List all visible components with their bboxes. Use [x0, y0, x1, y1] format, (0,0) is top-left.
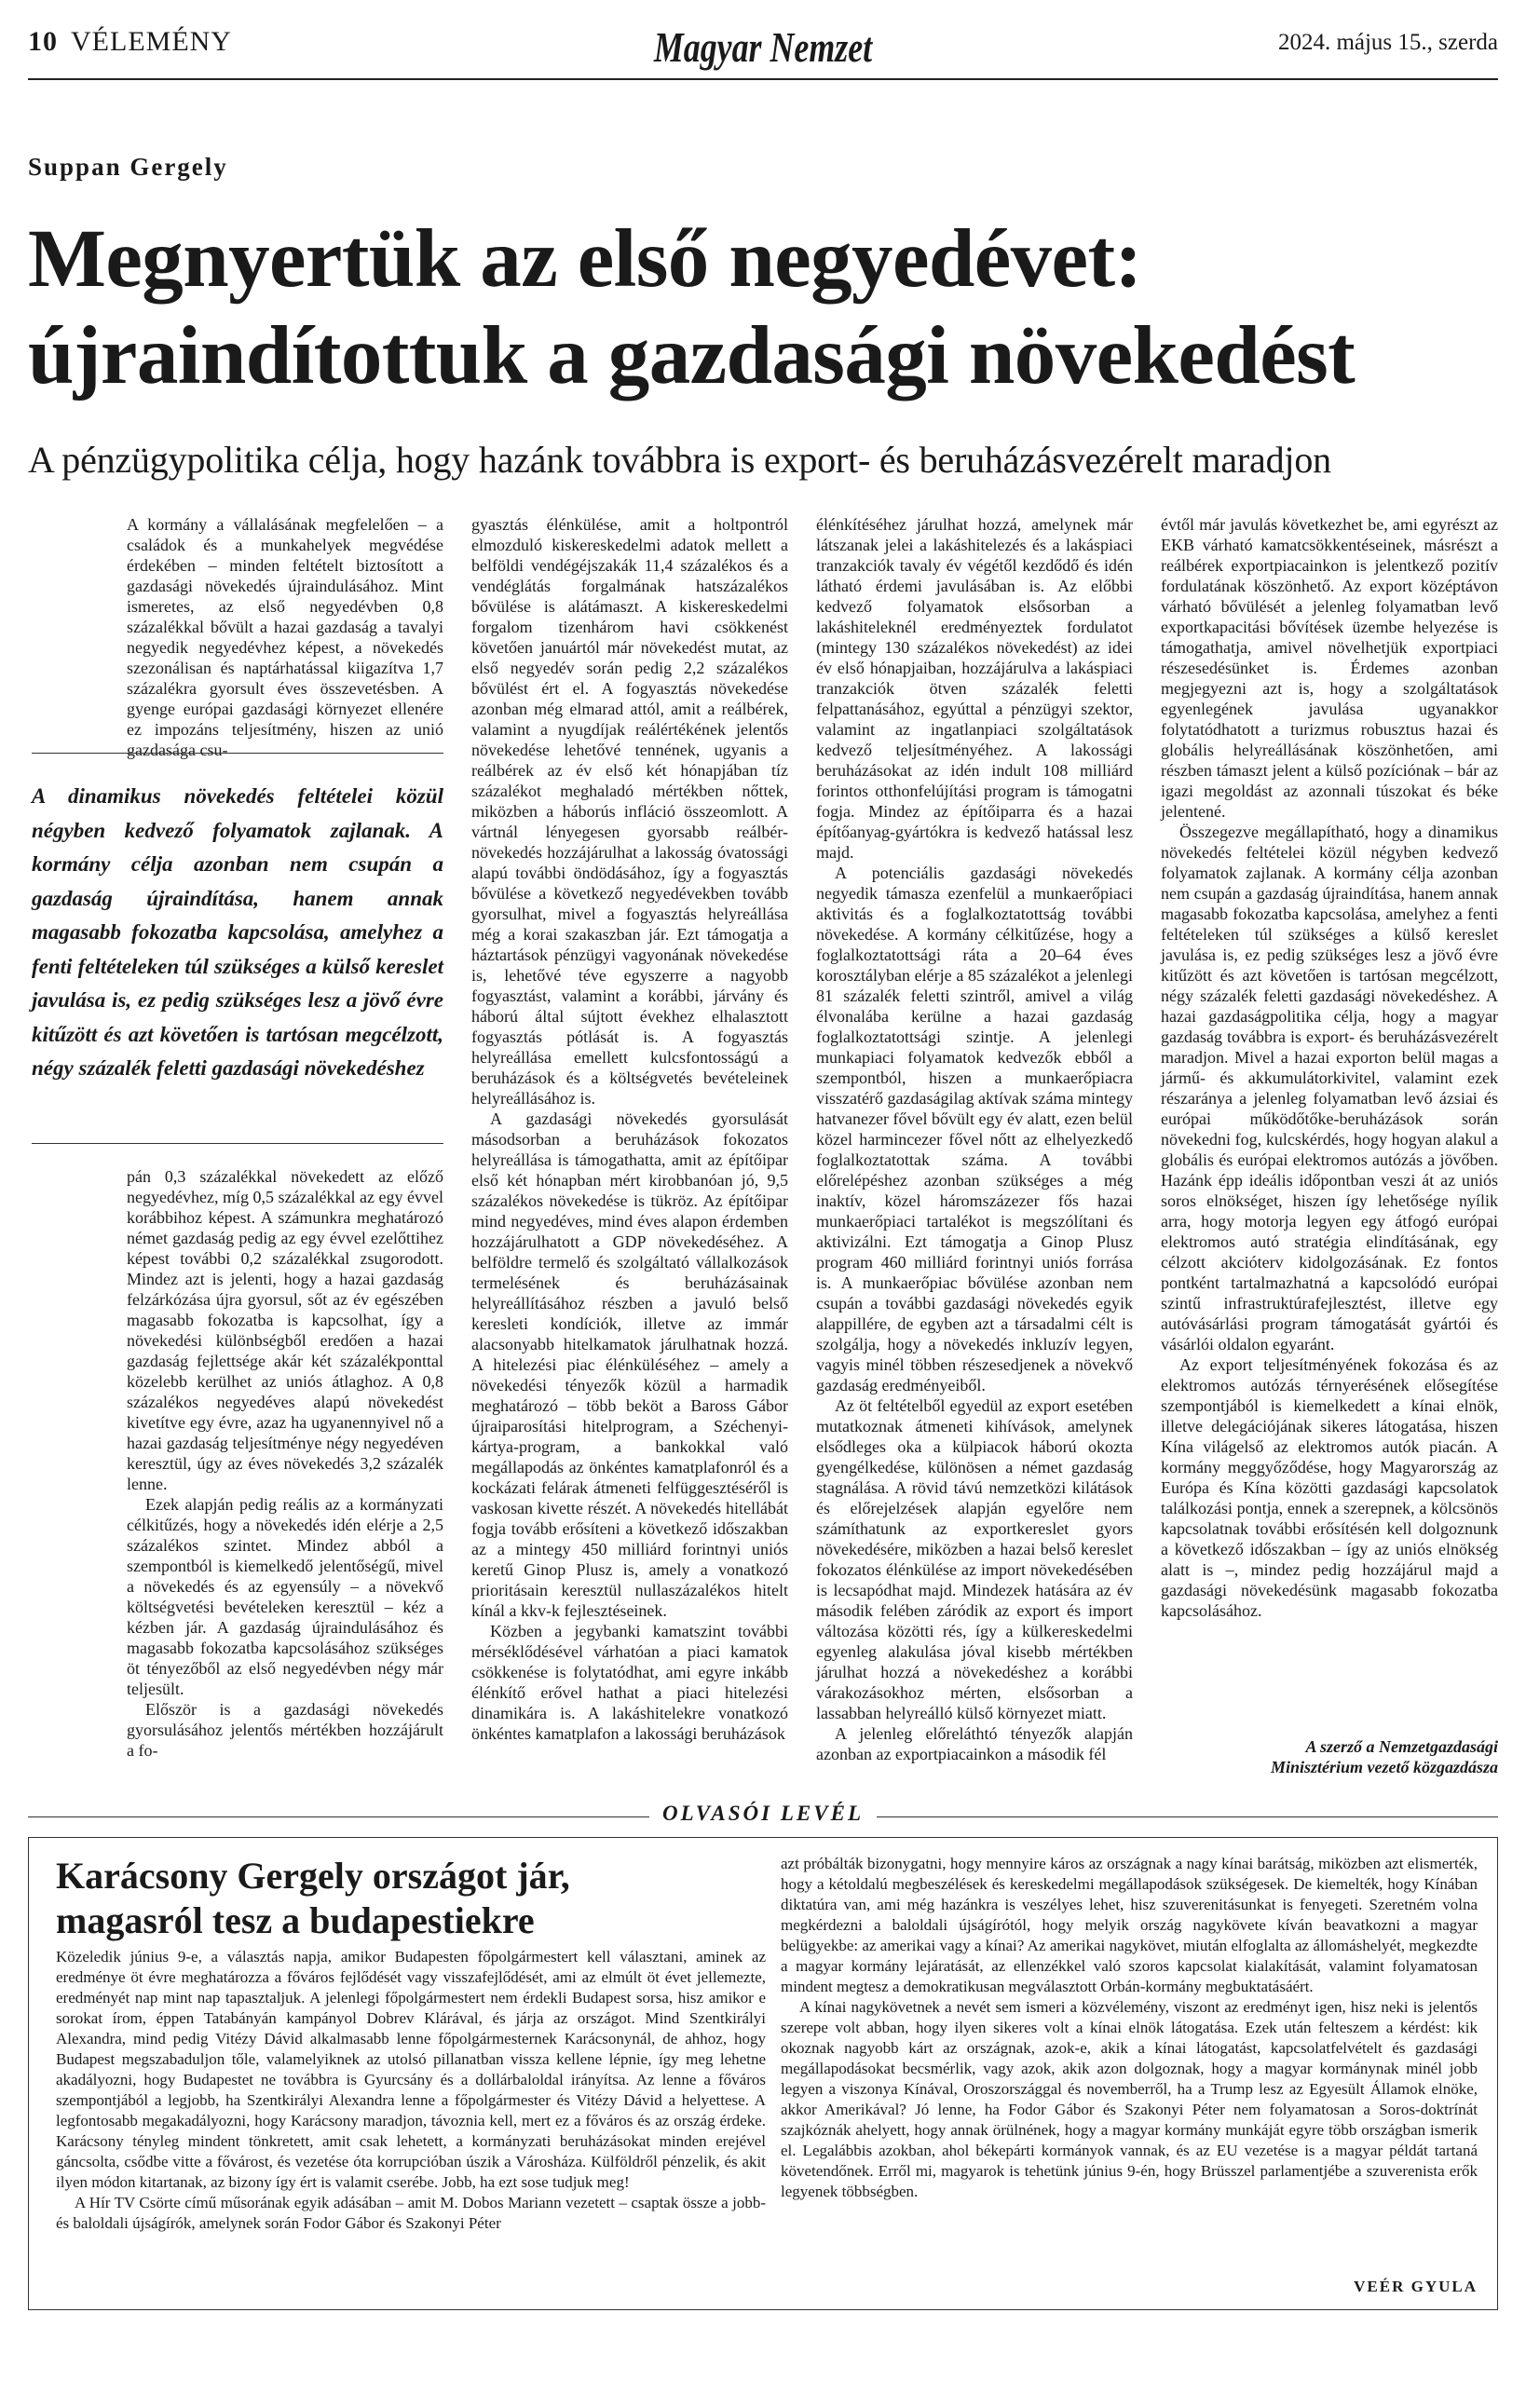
readers-letter-label-wrap — [0, 1802, 1526, 1826]
article-subheadline: A pénzügypolitika célja, hogy hazánk továbbra is export- és beruházásvezérelt maradjon — [28, 439, 1331, 481]
paragraph: gyasztás élénkülése, amit a holtpontról elmozduló kiskereskedelmi adatok mellett a belföldi vendégéjszakák 11,4 százalékos és a vendéglátás forgalmának hatszázalékos bővülése is alátámaszt. A kiskereskedelmi forgalom tizenhárom havi csökkenést követően januártól már növekedést mutat, az első negyedév során pedig 2,2 százalékos bővülést ért el. A fogyasztás növekedése azonban még elmarad attól, amit a reálbérek, valamint a nyugdíjak reálértékének jelentős növekedése lehetővé tennének, ugyanis a reálbérek az év első két hónapjában tíz százalékot meghaladó mértékben nőttek, miközben a háborús infláció összeomlott. A vártnál lényegesen gyorsabb reálbér-növekedés hozzájárulhat a lakosság óvatossági alapú további öndödásához, így a fogyasztás bővülése a következő negyedévekben tovább gyorsulhat, mivel a fogyasztás helyreállása még a korai szakaszban jár. Ezt támogatja a háztartások pénzügyi vagyonának növekedése is, lehetővé téve egyszerre a nagyobb fogyasztást, valamint a korábbi, járvány és háború által sújtott évekhez elhalasztott fogyasztás pótlását is. A fogyasztás helyreállása emellett kulcsfontosságú a beruházások és a költségvetés bevételeinek helyreállásához is. — [471, 515, 788, 1108]
article-column-1-bottom — [127, 1166, 443, 1779]
paragraph: A jelenleg előreláthtó tényezők alapján azonban az exportpiacainkon a második fél — [816, 1724, 1133, 1763]
paragraph: Először is a gazdasági növekedés gyorsulásához jelentős mértékben hozzájárult a fo- — [127, 1700, 443, 1760]
readers-letter-column-1 — [56, 1947, 766, 2292]
letter-title-line-1: Karácsony Gergely országot jár, — [56, 1855, 570, 1897]
article-column-2 — [471, 514, 788, 1779]
paragraph: A kormány a vállalásának megfelelően – a családok és a munkahelyek megvédése érdekében – minden feltételt biztosított a gazdasági növekedés újraindulásához. Mint ismeretes, az első negyedévben 0,8 százalékkal bővült a hazai gazdaság a tavalyi negyedik negyedévhez képest, a növekedés szezonálisan és naptárhatással kiigazítva 1,7 százalékra gyorsult éves összevetésben. A gyenge európai gazdasági környezet ellenére ez impozáns teljesítmény, hiszen az unió gazdasága csu- — [127, 515, 443, 759]
article-column-1-top — [127, 514, 443, 759]
paragraph: évtől már javulás következhet be, ami egyrészt az EKB várható kamatcsökkentéseinek, másrészt a reálbérek exportpiacainkon is jelentkező pozitív fordulatának köszönhető. Az export középtávon várható bővülését a jelenleg folyamatban levő exportkapacitási bővítések üzembe helyezése is támogathatja, amivel növelhetjük exportpiaci részesedésünket is. Érdemes azonban megjegyezni azt is, hogy a szolgáltatások egyenlegének javulása ugyanakkor folytatódhatott a turizmus robusztus hazai és globális helyreállásának köszönhetően, ami részben támaszt jelent a külső pozíciónak – bár az igazi megoldást az azonnali túszokat és béke jelentené. — [1161, 515, 1498, 821]
paragraph: A potenciális gazdasági növekedés negyedik támasza ezenfelül a munkaerőpiaci aktivitás és a foglalkoztatottság további növekedése. A kormány célkitűzése, hogy a foglalkoztatottsági ráta a 20–64 éves korosztályban elérje a 85 százalékot a jelenlegi 81 százalék feletti szintről, amivel a világ élvonalába kerülne a hazai gazdaság foglalkoztatottsági szintje. A jelenlegi munkapiaci folyamatok kedvezők ebből a szempontból, hiszen a munkaerőpiacra visszatérő gazdaságilag aktívak száma mintegy hatvanezer fővel bővült egy év alatt, ezen belül közel harmincezer fővel nőtt az elhelyezkedő foglalkoztatottak száma. A további előrelépéshez azonban szükséges a még inaktív, közel háromszázezer fős hazai munkaerőpiaci tartalékot is megszólítani és aktivizálni. Ezt támogatja a Ginop Plusz program 460 milliárd forintnyi uniós forrása is. A munkaerőpiac bővülése azonban nem csupán a további gazdasági növekedés egyik alappillére, de egyben azt a társadalmi célt is szolgálja, hogy a növekedés inkluzív legyen, vagyis minél többen részesedjenek a növekvő gazdaság eredményeiből. — [816, 864, 1133, 1394]
paragraph: A Hír TV Csörte című műsorának egyik adásában – amit M. Dobos Mariann vezetett – csaptak össze a jobb- és baloldali újságírók, amelynek során Fodor Gábor és Szakonyi Péter — [56, 2194, 766, 2232]
masthead-rule — [28, 78, 1498, 80]
credit-line-2: Minisztérium vezető közgazdásza — [1270, 1758, 1498, 1776]
paragraph: Közben a jegybanki kamatszint további mérséklődésével várhatóan a piaci kamatok csökkenése is folytatódhat, ami egyre inkább élénkítő erővel hathat a piaci hitelezési dinamikára is. A lakáshitelekre vonatkozó önkéntes kamatplafon a lakossági beruházások — [471, 1622, 788, 1743]
paper-logo: Magyar Nemzet — [653, 23, 873, 71]
masthead — [28, 22, 1498, 73]
section-name: VÉLEMÉNY — [71, 26, 232, 57]
paragraph: A kínai nagykövetnek a nevét sem ismeri a közvélemény, viszont az eredményt igen, hisz neki is jelentős szerepe volt abban, hogy ilyen sikeres volt a kínai elnök látogatása. Ezek után felteszem a kérdést: kik okoznak nagyobb kárt az országnak, azok-e, akik a kínai látogatást, kapcsolatfelvételt és gazdasági megállapodásokat becsmérlik, vagy azok, akik azon dolgoznak, hogy a magyar kormánynak minél jobb legyen a viszonya Kínával, Oroszországgal és novemberről, ha a Trump lesz az Egyesült Államok elnöke, akkor Amerikával? Jó lenne, ha Fodor Gábor és Szakonyi Péter nem folyamatosan a Soros-doktrínát szajkóznák ahelyett, hogy annak örülnének, hogy a magyar kormány munkáját egyre több országban ismerik el. Legalábbis azokban, ahol békepárti kormányok vannak, és az EU vezetése is a magyar példát tartaná követendőnek. Erről mi, magyarok is tehetünk június 9-én, hogy Brüsszel parlamentjébe a szuverenista erők legyenek többségben. — [781, 1998, 1478, 2200]
letter-signature: VEÉR GYULA — [1354, 2278, 1478, 2295]
page-number: 10 — [28, 26, 58, 57]
pull-quote: A dinamikus növekedés feltételei közül négyben kedvező folyamatok zajlanak. A kormány célja azonban nem csupán a gazdaság újraindítása, hanem annak magasabb fokozatba kapcsolása, amelyhez a fenti feltételeken túl szükséges a külső kereslet javulása is, ez pedig szükséges lesz a jövő évre kitűzött és azt követően is tartósan megcélzott, négy százalék feletti gazdasági növekedéshez — [32, 753, 443, 1144]
paragraph: Ezek alapján pedig reális az a kormányzati célkitűzés, hogy a növekedés idén elérje a 2,5 százalékos szintet. Mindez abból a szempontból is kiemelkedő jelentőségű, mivel a növekedés és az egyensúly – a növekvő költségvetési bevételeken keresztül – kéz a kézben jár. A gazdaság újraindulásához és magasabb fokozatba kapcsolásához szükséges öt tényezőből az első negyedévben négy már teljesült. — [127, 1495, 443, 1698]
headline-line-1: Megnyertük az első negyedévet: — [28, 213, 1142, 305]
paragraph: A gazdasági növekedés gyorsulását másodsorban a beruházások fokozatos helyreállása is támogathatta, amit az építőipar első két hónapban mért kirobbanóan jó, 9,5 százalékos növekedése is tükröz. Az építőipar mind negyedéves, mind éves alapon érdemben hozzájárulhatott a GDP növekedéséhez. A belföldre termelő és szolgáltató vállalkozások termelésének és beruházásainak helyreállításához részben a javuló belső keresleti kondíciók, illetve az immár alacsonyabb hitelkamatok járulhatnak hozzá. A hitelezési piac élénküléséhez – amely a növekedési tényezők közül a harmadik meghatározó – több beköt a Baross Gábor újraiparosítási hitelprogram, a Széchenyi-kártya-program, a bankokkal való megállapodás az önkéntes kamatplafonról és a kockázati felárak átmeneti felfüggesztéséről is vaskosan kivette részét. A növekedés hitellábát fogja tovább erősíteni a következő időszakban az a mintegy 450 milliárd forintnyi uniós keretű Ginop Plusz is, amely a vonatkozó prioritásain keresztül nullaszázalékos hitelt kínál a kkv-k fejlesztéseinek. — [471, 1109, 788, 1620]
article-author: Suppan Gergely — [28, 153, 228, 181]
author-credit — [1161, 1736, 1498, 1777]
headline-line-2: újraindítottuk a gazdasági növekedést — [28, 310, 1356, 402]
paragraph: Összegezve megállapítható, hogy a dinamikus növekedés feltételei közül négyben kedvező folyamatok zajlanak. A kormány célja azonban nem csupán a gazdaság újraindítása, hanem annak magasabb fokozatba kapcsolása, amelyhez a fenti feltételeken túl szükséges a külső kereslet javulása is, ez pedig szükséges lesz a jövő évre kitűzött és azt követően is tartósan megcélzott, négy százalék feletti gazdasági növekedéshez. A hazai gazdaságpolitika célja, hogy a magyar gazdaság továbbra is export- és beruházásvezérelt maradjon. Mivel a hazai exporton belül magas a jármű- és akkumulátorkivitel, valamint ezek részaránya a jelenleg folyamatban levő ázsiai és európai működőtőke-beruházások során növekedni fog, kulcskérdés, hogy hogyan alakul a globális és európai elektromos autózás a jövőben. Hazánk épp ideális időpontban veszi át az uniós soros elnökséget, hiszen így lehetősége nyílik arra, hogy motorja legyen egy átfogó európai elektromos autó stratégia elindításának, egy célzott akcióterv kidolgozásának. Ez fontos pontként tartalmazhatná a kapcsolódó európai szintű infrastruktúrafejlesztést, illetve egy autóvásárlási program támogatását gyártói és vásárlói oldalon egyaránt. — [1161, 823, 1498, 1354]
issue-date: 2024. május 15., szerda — [1277, 30, 1498, 55]
paragraph: pán 0,3 százalékkal növekedett az előző negyedévhez, míg 0,5 százalékkal az egy évvel korábbihoz képest. A számunkra meghatározó német gazdaság pedig az egy évvel ezelőttihez képest további 0,2 százalékkal zsugorodott. Mindez azt is jelenti, hogy a hazai gazdaság felzárkózása újra gyorsul, sőt az év egészében magasabb fokozatba is kapcsolhat, így a növekedési különbségből eredően a hazai gazdaság fejlettsége akár két százalékponttal közelebb kerülhet az uniós átlaghoz. A 0,8 százalékos negyedéves alapú növekedést kivetítve egy évre, azaz ha ugyanennyivel nő a hazai gazdaság teljesítménye négy negyedéven keresztül, úgy az éves növekedés 3,2 százalék lenne. — [127, 1167, 443, 1493]
paragraph: Az öt feltételből egyedül az export esetében mutatkoznak átmeneti kihívások, amelynek elsődleges oka a külpiacok háború okozta gyengélkedése, különösen a német gazdaság stagnálása. A rövid távú nemzetközi kilátások és előrejelzések alapján egyelőre nem számíthatunk az exportkereslet gyors növekedésére, miközben a hazai belső kereslet fokozatos élénkülése az import növekedésében is lecsapódhat majd. Mindezek hatására az év második felében záródik az export és import változása közötti rés, így a külkereskedelmi egyenleg alakulása jóval kisebb mértékben járulhat hozzá a növekedéshez a korábbi várakozásokhoz mérten, elsősorban a lassabban helyreálló külső környezet miatt. — [816, 1396, 1133, 1722]
readers-letter-column-2 — [781, 1854, 1478, 2245]
paragraph: azt próbálták bizonygatni, hogy mennyire káros az országnak a nagy kínai barátság, miközben azt elismerték, hogy a kétoldalú megbeszélések és kereskedelmi megállapodások szükségesek. De kiemelték, hogy Kínában diktatúra van, ami még hazánkra is veszélyes lehet, hisz szuverenitásunkat is fenyegeti. Szeretném volna megkérdezni a baloldali újságírótól, hogy melyik ország nagykövete kíván beavatkozni a magyar belügyekbe: az amerikai vagy a kínai? Az amerikai nagykövet, miután elfoglalta az állomáshelyét, megkezdte a magyar kormány lejáratását, az ellenzékkel való szoros kapcsolat kialakítását, valamint folyamatosan mindent megtesz a demokratikusan megválasztott Orbán-kormány megbuktatásáért. — [781, 1855, 1478, 1995]
article-headline — [28, 211, 1509, 404]
letter-title-line-2: magasról tesz a budapestiekre — [56, 1899, 535, 1941]
paragraph: Közeledik június 9-e, a választás napja, amikor Budapesten főpolgármestert kell választani, aminek az eredménye öt évre meghatározza a főváros fejlődését vagy visszafejlődését, ami az elmúlt öt évet jellemezte, eredményét nap mint nap tapasztaljuk. A jelenlegi főpolgármestert nem érdekli Budapest sorsa, hisz amikor e sorokat írom, éppen Tatabányán kampányol Dobrev Klárával, és járja az országot. Mind Szentkirályi Alexandra, mind pedig Vitézy Dávid alkalmasabb lenne főpolgármesternek Karácsonynál, de ahhoz, hogy Budapest megszabaduljon tőle, valamelyiknek az utolsó pillanatban vissza kellene lépnie, így meg lehetne akadályozni, hogy Budapestet ne továbbra is Gyurcsány és a dollárbaloldal irányítsa. Az lenne a főváros szempontjából a legjobb, ha Szentkirályi Alexandra lenne a főpolgármester és Vitézy Dávid a helyettese. A legfontosabb megakadályozni, hogy Karácsony maradjon, távoznia kell, mert ez a főváros és az ország érdeke. Karácsony tényleg mindent tönkretett, amit csak lehetett, a kormányzati beruházásokat minden erejével gáncsolta, csődbe vitte a fővárost, és vezetése óta korrupcióban úszik a Városháza. Külföldről pénzelik, és akit ilyen módon kitartanak, az bizony így ért is valamit cserébe. Jobb, ha ezt sose tudjuk meg! — [56, 1948, 766, 2191]
article-column-3 — [816, 514, 1133, 1779]
article-column-4 — [1161, 514, 1498, 1735]
paragraph: Az export teljesítményének fokozása és az elektromos autózás térnyerésének elősegítése szempontjából is kiemelkedett a kínai elnök, illetve delegációjának sikeres látogatása, hiszen Kína világelső az elektromos autók piacán. A kormány meggyőződése, hogy Magyarország az Európa és Kína közötti gazdasági kapcsolatok találkozási pontja, ennek a szerepnek, a kölcsönös kapcsolatnak további erősítésén kell dolgoznunk a következő időszakban – így az uniós elnökség alatt is –, mindez pedig hozzájárul majd a gazdasági növekedésünk magasabb fokozatba kapcsolásához. — [1161, 1355, 1498, 1620]
readers-letter-title — [56, 1854, 764, 1943]
readers-letter-label: OLVASÓI LEVÉL — [649, 1802, 877, 1826]
credit-line-1: A szerző a Nemzetgazdasági — [1305, 1737, 1498, 1756]
paragraph: élénkítéséhez járulhat hozzá, amelynek már látszanak jelei a lakáshitelezés és a lakáspiaci tranzakciók tavaly év végétől kezdődő és idén látható érdemi javulásában is. Az előbbi kedvező folyamatok elsősorban a lakáshiteleknél eredményeztek fordulatot (mintegy 130 százalékos növekedést) az idei év első hónapjaiban, hozzájárulva a lakáspiaci tranzakciók ötven százalék feletti felpattanásához, egyúttal a pénzügyi szektor, valamint az ingatlanpiaci szolgáltatások kedvező teljesítményéhez. A lakossági beruházásokat az idén indult 108 milliárd forintos otthonfelújítási program is támogatni fogja. Mindez az építőiparra és a hazai építőanyag-gyártókra is kedvező hatással lesz majd. — [816, 515, 1133, 862]
